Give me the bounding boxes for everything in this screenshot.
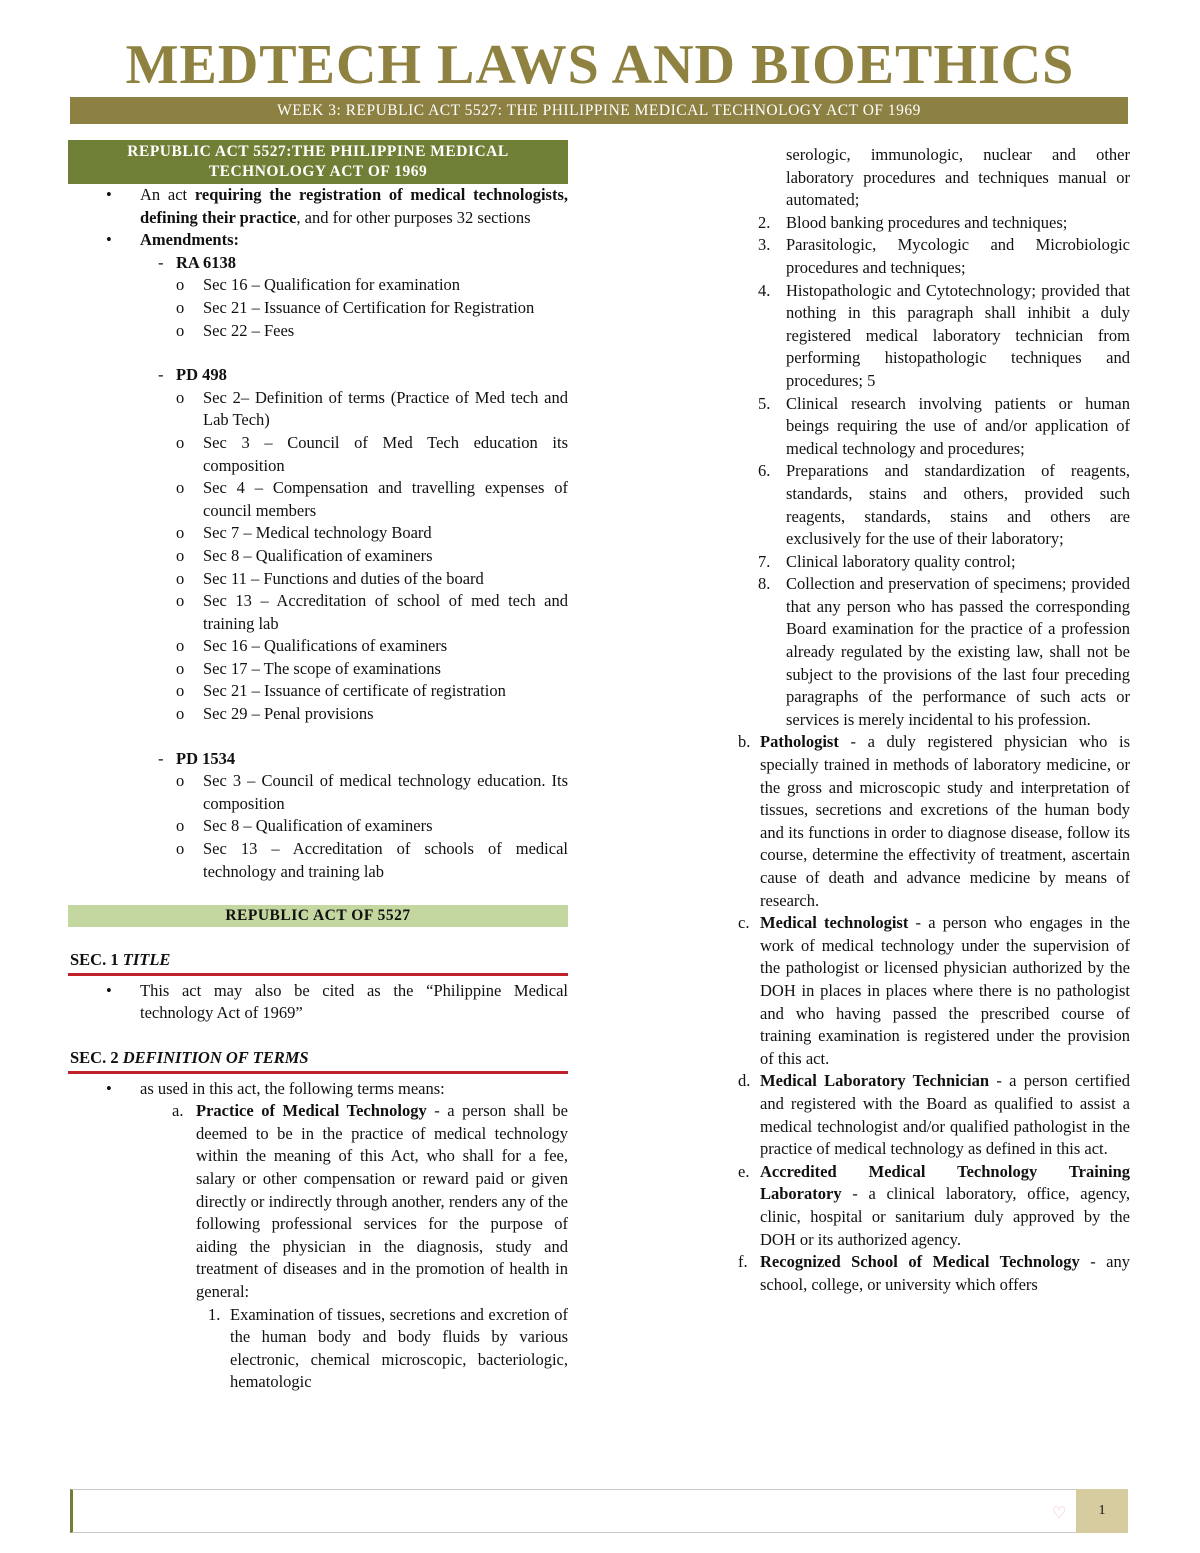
- practice-item: [758, 573, 1130, 731]
- footer-bar: [70, 1489, 1128, 1533]
- ra5527-heading-box: [68, 140, 568, 184]
- item-marker: 5.: [758, 393, 771, 413]
- definition-item: [738, 731, 1130, 912]
- spacer: [68, 342, 568, 364]
- item-text: Preparations and standardization of reagents, standards, stains and others, provided such reagents, standards, stains and others are exclusively for the use of their laboratory;: [786, 461, 1130, 549]
- item-marker: 1.: [208, 1304, 221, 1324]
- section-text: Sec 17 – The scope of examinations: [203, 658, 441, 678]
- section-text: Sec 21 – Issuance of certificate of registration: [203, 681, 506, 701]
- amendment-section: [68, 522, 568, 545]
- circle-bullet-icon: o: [176, 275, 185, 295]
- item-marker: 6.: [758, 461, 771, 481]
- amendments-label: Amendments:: [140, 230, 239, 250]
- circle-bullet-icon: o: [176, 387, 185, 407]
- item-marker: 3.: [758, 235, 771, 255]
- circle-bullet-icon: o: [176, 681, 185, 701]
- definition-text: - a clinical laboratory, office, agency, clinic, hospital or sanitarium duly approved by the DOH or its authorized agency.: [760, 1184, 1130, 1249]
- practice-item-1-continued: [758, 144, 1130, 212]
- spacer: [68, 726, 568, 748]
- sec1-label: SEC. 1: [70, 950, 119, 970]
- amendment-section: [68, 703, 568, 726]
- bullet-icon: •: [106, 230, 112, 250]
- definition-term: Recognized School of Medical Technology: [760, 1252, 1080, 1272]
- amendments-list: [68, 252, 568, 883]
- amendment-name: [68, 364, 568, 387]
- section-text: Sec 8 – Qualification of examiners: [203, 816, 433, 836]
- circle-bullet-icon: o: [176, 432, 185, 452]
- circle-bullet-icon: o: [176, 658, 185, 678]
- definition-item: [738, 1251, 1130, 1296]
- item-text: Clinical research involving patients or human beings requiring the use of and/or application of medical technology and procedures;: [786, 393, 1130, 458]
- section-text: Sec 4 – Compensation and travelling expenses of council members: [203, 478, 568, 520]
- bullet-bold: requiring the registration of medical technologists, defining their practice: [140, 185, 568, 227]
- circle-bullet-icon: o: [176, 704, 185, 724]
- definition-marker: a.: [172, 1101, 184, 1121]
- circle-bullet-icon: o: [176, 523, 185, 543]
- definition-text: - a person certified and registered with the Board as qualified to assist a medical technologist and/or qualified pathologist in the practice of medical technology as defined in this act.: [760, 1071, 1130, 1159]
- definition-item: [738, 1070, 1130, 1160]
- sec2-heading: [68, 1047, 568, 1074]
- practice-item: [758, 212, 1130, 235]
- item-text: Blood banking procedures and techniques;: [786, 212, 1068, 232]
- amendment-name: [68, 748, 568, 771]
- bullet-act-description: [68, 184, 568, 229]
- item-text: Examination of tissues, secretions and excretion of the human body and body fluids by various electronic, chemical microscopic, bacteriologic, hematologic: [230, 1304, 568, 1392]
- sec2-title: DEFINITION OF TERMS: [122, 1048, 309, 1067]
- circle-bullet-icon: o: [176, 591, 185, 611]
- circle-bullet-icon: o: [176, 297, 185, 317]
- section-text: Sec 11 – Functions and duties of the board: [203, 568, 484, 588]
- amendment-label: PD 498: [176, 365, 227, 385]
- circle-bullet-icon: o: [176, 636, 185, 656]
- amendment-section: [68, 545, 568, 568]
- definition-marker: d.: [738, 1071, 751, 1091]
- bullet-suffix: , and for other purposes 32 sections: [296, 207, 531, 227]
- amendment-section: [68, 320, 568, 343]
- bullet-icon: •: [106, 980, 112, 1000]
- item-text: Clinical laboratory quality control;: [786, 551, 1016, 571]
- sec2-intro: as used in this act, the following terms means:: [140, 1078, 445, 1098]
- practice-item: [758, 460, 1130, 550]
- definition-item: [738, 1161, 1130, 1251]
- dash-marker: -: [158, 748, 164, 768]
- section-text: Sec 21 – Issuance of Certification for Registration: [203, 297, 535, 317]
- ra-band-heading: REPUBLIC ACT OF 5527: [68, 905, 568, 927]
- item-text: serologic, immunologic, nuclear and other laboratory procedures and techniques manual or automated;: [786, 145, 1130, 210]
- circle-bullet-icon: o: [176, 478, 185, 498]
- amendment-section: [68, 838, 568, 883]
- amendment-section: [68, 387, 568, 432]
- circle-bullet-icon: o: [176, 568, 185, 588]
- amendment-section: [68, 658, 568, 681]
- amendment-section: [68, 477, 568, 522]
- heart-icon: ♡: [1052, 1503, 1067, 1522]
- amendment-section: [68, 274, 568, 297]
- amendment-section: [68, 568, 568, 591]
- practice-item-1: [68, 1304, 568, 1394]
- sec1-bullet: [68, 980, 568, 1025]
- section-text: Sec 13 – Accreditation of school of med tech and training lab: [203, 591, 568, 633]
- circle-bullet-icon: o: [176, 771, 185, 791]
- amendment-section: [68, 635, 568, 658]
- item-marker: 4.: [758, 280, 771, 300]
- item-text: Parasitologic, Mycologic and Microbiologic procedures and techniques;: [786, 235, 1130, 277]
- section-text: Sec 16 – Qualifications of examiners: [203, 636, 448, 656]
- definition-term: Practice of Medical Technology: [196, 1101, 427, 1121]
- definition-a: [68, 1100, 568, 1303]
- definition-item: [738, 912, 1130, 1070]
- section-text: Sec 29 – Penal provisions: [203, 704, 374, 724]
- section-text: Sec 8 – Qualification of examiners: [203, 545, 433, 565]
- bullet-prefix: An act: [140, 185, 195, 204]
- definition-text: - a person who engages in the work of medical technology under the supervision of the pathologist or licensed physician authorized by the DOH in places in places where there is no pathologist and who having passed the prescribed course of training examination is registered under the provision of this act.: [760, 913, 1130, 1068]
- amendment-section: [68, 590, 568, 635]
- sec1-heading: [68, 949, 568, 976]
- sec1-title: TITLE: [122, 950, 171, 970]
- definition-marker: f.: [738, 1252, 748, 1272]
- definition-term: Medical Laboratory Technician: [760, 1071, 990, 1091]
- item-marker: 8.: [758, 574, 771, 594]
- definition-term: Accredited Medical Technology Training Laboratory: [760, 1161, 1130, 1204]
- sec1-text: This act may also be cited as the “Philippine Medical technology Act of 1969”: [140, 980, 568, 1023]
- practice-items-list: [758, 212, 1130, 732]
- practice-item: [758, 393, 1130, 461]
- section-text: Sec 3 – Council of Med Tech education its composition: [203, 432, 568, 475]
- dash-marker: -: [158, 252, 164, 272]
- definition-text: - any school, college, or university which offers: [760, 1252, 1130, 1294]
- definitions-list: [738, 731, 1130, 1296]
- circle-bullet-icon: o: [176, 839, 185, 859]
- document-title: MEDTECH LAWS AND BIOETHICS: [125, 34, 1075, 96]
- amendment-section: [68, 815, 568, 838]
- section-text: Sec 16 – Qualification for examination: [203, 275, 461, 295]
- amendment-section: [68, 770, 568, 815]
- item-marker: 7.: [758, 551, 771, 571]
- practice-item: [758, 280, 1130, 393]
- amendment-section: [68, 680, 568, 703]
- heading-line-1: REPUBLIC ACT 5527:THE PHILIPPINE MEDICAL: [127, 143, 509, 160]
- bullet-amendments: [68, 229, 568, 252]
- amendment-label: PD 1534: [176, 748, 236, 768]
- practice-item: [758, 551, 1130, 574]
- right-column: [738, 144, 1130, 1296]
- week-subtitle-band: WEEK 3: REPUBLIC ACT 5527: THE PHILIPPINE MEDICAL TECHNOLOGY ACT OF 1969: [70, 97, 1128, 124]
- sec2-label: SEC. 2: [70, 1048, 119, 1067]
- section-text: Sec 2– Definition of terms (Practice of Med tech and Lab Tech): [203, 387, 568, 430]
- section-text: Sec 13 – Accreditation of schools of medical technology and training lab: [203, 839, 568, 881]
- definition-term: Medical technologist: [760, 913, 909, 933]
- section-text: Sec 3 – Council of medical technology education. Its composition: [203, 771, 568, 813]
- circle-bullet-icon: o: [176, 816, 185, 836]
- item-text: Histopathologic and Cytotechnology; provided that nothing in this paragraph shall inhibit a duly registered medical laboratory technician from performing histopathologic techniques and procedures; 5: [786, 280, 1130, 390]
- left-column: [68, 140, 568, 1394]
- definition-marker: c.: [738, 913, 750, 933]
- bullet-icon: •: [106, 185, 112, 204]
- page-number: 1: [1076, 1489, 1128, 1533]
- amendment-label: RA 6138: [176, 252, 237, 272]
- item-marker: 2.: [758, 212, 771, 232]
- definition-marker: b.: [738, 732, 751, 752]
- definition-marker: e.: [738, 1161, 750, 1181]
- item-text: Collection and preservation of specimens; provided that any person who has passed the corresponding Board examination for the practice of a profession already regulated by the existing law, shall not be subject to the provisions of the last four preceding paragraphs of the performance of such acts or services is merely incidental to his profession.: [786, 574, 1130, 729]
- section-text: Sec 7 – Medical technology Board: [203, 523, 432, 543]
- definition-term: Pathologist: [760, 732, 839, 752]
- practice-item: [758, 234, 1130, 279]
- heading-line-2: TECHNOLOGY ACT OF 1969: [208, 163, 428, 180]
- definition-text: - a person shall be deemed to be in the practice of medical technology within the meaning of this Act, who shall for a fee, salary or other compensation or reward paid or given directly or indirectly through another, renders any of the following professional services for the purpose of aiding the physician in the diagnosis, study and treatment of diseases and in the promotion of health in general:: [196, 1101, 569, 1301]
- sec2-bullet: [68, 1078, 568, 1101]
- amendment-section: [68, 432, 568, 477]
- dash-marker: -: [158, 365, 164, 385]
- definition-text: - a duly registered physician who is specially trained in methods of laboratory medicine, or the gross and microscopic study and interpretation of tissues, secretions and excretions of the human body and its functions in order to diagnose disease, follow its course, determine the effectivity of treatment, ascertain cause of death and advance medicine by means of research.: [760, 732, 1130, 910]
- amendment-name: [68, 252, 568, 275]
- circle-bullet-icon: o: [176, 320, 185, 340]
- section-text: Sec 22 – Fees: [203, 320, 295, 340]
- bullet-icon: •: [106, 1078, 112, 1098]
- circle-bullet-icon: o: [176, 545, 185, 565]
- amendment-section: [68, 297, 568, 320]
